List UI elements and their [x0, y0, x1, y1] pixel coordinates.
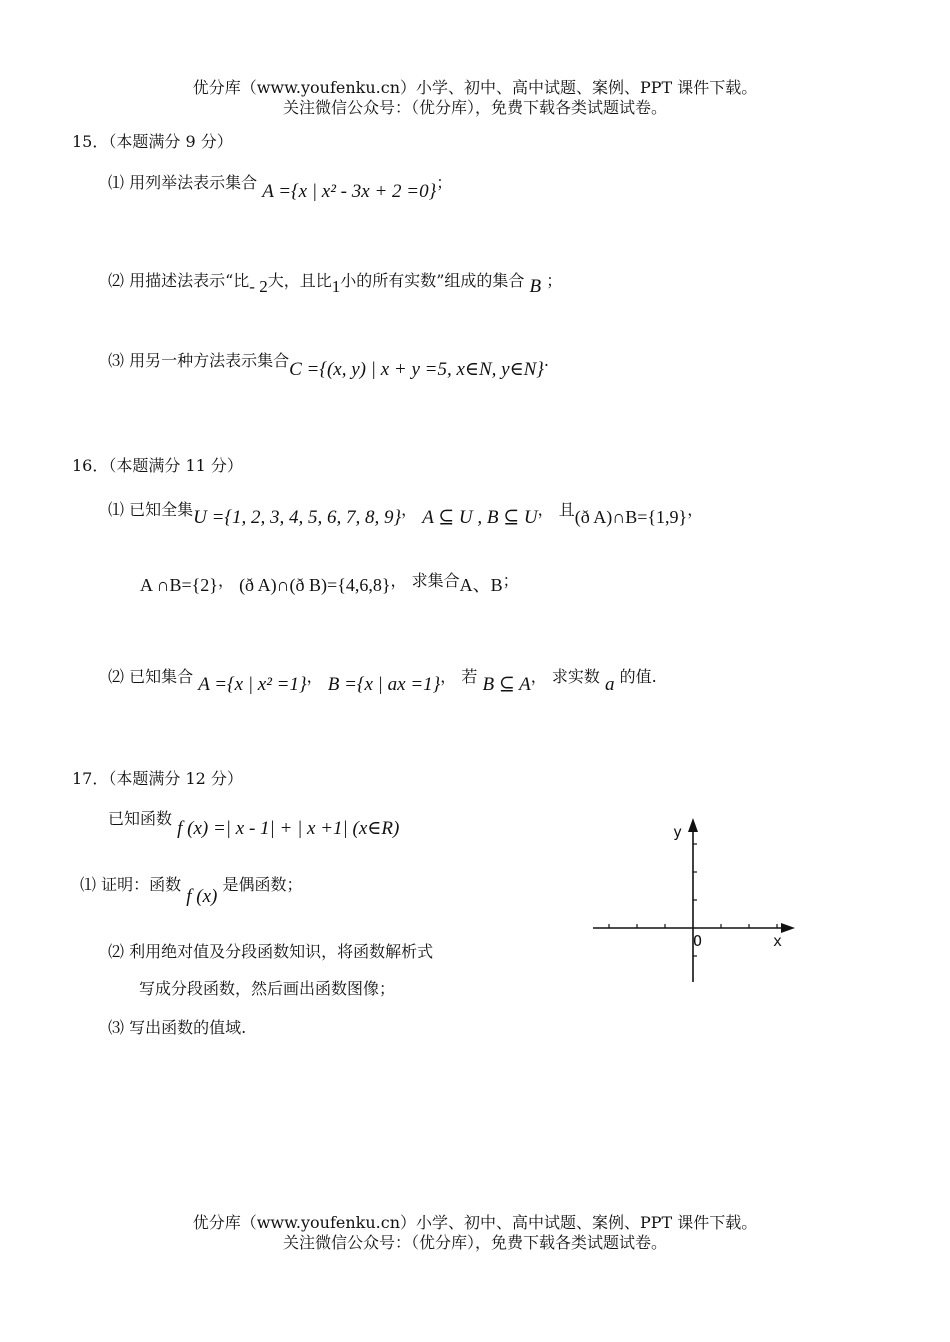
- q17-part2-text-a: 利用绝对值及分段函数知识，将函数解析式: [129, 942, 434, 961]
- q15-part3-text: 用另一种方法表示集合: [129, 351, 290, 370]
- q15-part3-end: .: [543, 351, 550, 370]
- header-line-2: 关注微信公众号：（优分库），免费下载各类试题试卷。: [282, 98, 667, 117]
- q17-part1-text: 证明：函数: [101, 875, 182, 894]
- q15-part2-text-c: 小的所有实数”组成的集合: [340, 271, 525, 290]
- q16-part2-number: ⑵: [108, 667, 125, 686]
- q17-part1-function: f (x): [186, 886, 218, 907]
- q15-part2-text-a: 用描述法表示“比: [129, 271, 250, 290]
- q16-title: 16．（本题满分 11 分）: [72, 456, 243, 475]
- x-axis-arrow: [781, 923, 795, 933]
- q16-part1-line1: [108, 497, 704, 528]
- q15-part3: [108, 348, 550, 380]
- q17-given: [108, 806, 400, 839]
- q16-part1-number: ⑴: [108, 500, 125, 519]
- x-axis-label: x: [773, 932, 783, 950]
- header-line-1: 优分库（www.youfenku.cn）小学、初中、高中试题、案例、PPT 课件下载。: [192, 78, 758, 97]
- q17-given-text: 已知函数: [108, 809, 173, 828]
- q15-part3-formula: C ={(x, y) | x + y =5, x∈N, y∈N}: [289, 359, 544, 380]
- q16-part2: [108, 664, 657, 695]
- q16-sep1: ，: [401, 500, 418, 519]
- q16-part2-ask: 求实数: [551, 667, 600, 686]
- q15-part2-end: ；: [546, 271, 563, 290]
- q16-sep4: ，: [217, 571, 234, 590]
- q16-part2-sep1: ，: [306, 667, 323, 686]
- q16-ask: 求集合: [411, 571, 460, 590]
- q16-part1-end: ；: [502, 571, 519, 590]
- q16-sep2: ，: [537, 500, 554, 519]
- q16-set-a: A ={x | x² =1}: [198, 674, 307, 695]
- q16-part1-line2: [140, 566, 519, 595]
- q15-part2-text-b: 大，且比: [267, 271, 332, 290]
- y-axis-label: y: [673, 823, 683, 841]
- q16-part2-sep2: ，: [440, 667, 457, 686]
- q17-part1: [80, 872, 303, 907]
- q16-part2-if: 若: [461, 667, 478, 686]
- q16-sep5: ，: [390, 571, 407, 590]
- q15-part2: [108, 268, 563, 297]
- q16-condition-3: (ð A)∩(ð B)={4,6,8}: [239, 575, 391, 595]
- q16-condition-2: A ∩B={2}: [140, 575, 218, 595]
- q16-var-a: a: [605, 674, 615, 695]
- q16-part2-end: 的值.: [619, 667, 657, 686]
- q15-part3-number: ⑶: [108, 351, 125, 370]
- q17-title: 17．（本题满分 12 分）: [72, 769, 243, 788]
- q16-subset-condition: A ⊆ U , B ⊆ U: [422, 507, 538, 528]
- q15-part1-formula: A ={x | x² - 3x + 2 =0}: [262, 181, 437, 202]
- q17-part3: [108, 1015, 246, 1038]
- q15-part1-end: ；: [436, 173, 453, 192]
- footer-line-2: 关注微信公众号：（优分库），免费下载各类试题试卷。: [282, 1233, 667, 1252]
- coordinate-axes: [585, 810, 805, 990]
- q15-part2-math-c: B: [529, 276, 542, 297]
- q16-sets-ab: A、B: [459, 575, 503, 595]
- q17-part3-number: ⑶: [108, 1018, 125, 1037]
- q15-part2-number: ⑵: [108, 271, 125, 290]
- origin-label: O: [693, 932, 703, 950]
- q16-part2-sep3: ，: [530, 667, 547, 686]
- q15-part1-text: 用列举法表示集合: [129, 173, 258, 192]
- q16-condition-1: (ð A)∩B={1,9}: [574, 507, 688, 527]
- q16-and: 且: [558, 500, 575, 519]
- q16-universal-set: U ={1, 2, 3, 4, 5, 6, 7, 8, 9}: [193, 507, 402, 528]
- q15-part1: [108, 170, 453, 202]
- q16-subset-b-a: B ⊆ A: [482, 674, 531, 695]
- q16-set-b: B ={x | ax =1}: [327, 674, 441, 695]
- q16-part2-text: 已知集合: [129, 667, 194, 686]
- q16-part1-text: 已知全集: [129, 500, 194, 519]
- q15-part1-number: ⑴: [108, 173, 125, 192]
- q17-function-definition: f (x) =| x - 1| + | x +1| (x∈R): [177, 818, 400, 839]
- footer-line-1: 优分库（www.youfenku.cn）小学、初中、高中试题、案例、PPT 课件下载。: [192, 1213, 758, 1232]
- y-axis-arrow: [688, 818, 698, 832]
- q17-part2-number: ⑵: [108, 942, 125, 961]
- q15-part2-math-b: 1: [331, 277, 341, 296]
- q17-part1-number: ⑴: [80, 875, 97, 894]
- q16-sep3: ，: [687, 500, 704, 519]
- q17-part3-text: 写出函数的值域.: [129, 1018, 247, 1037]
- q17-part2-line1: [108, 939, 433, 962]
- q17-part1-end: 是偶函数；: [222, 875, 303, 894]
- q15-title: 15．（本题满分 9 分）: [72, 132, 233, 151]
- q15-part2-math-a: - 2: [249, 277, 268, 296]
- q17-part2-line2: 写成分段函数，然后画出函数图像；: [139, 979, 396, 998]
